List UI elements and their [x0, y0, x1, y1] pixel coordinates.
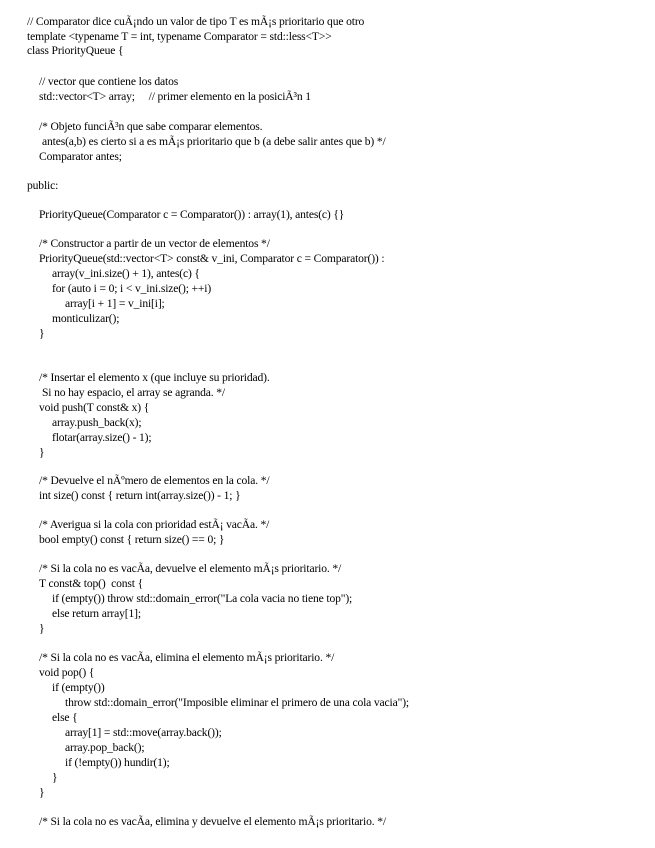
code-line-27: bool empty() const { return size() == 0; }	[39, 533, 225, 546]
code-line-36: throw std::domain_error("Imposible eliminar el primero de una cola vacia");	[65, 696, 409, 709]
code-line-37: else {	[52, 711, 78, 724]
code-line-41: }	[52, 771, 58, 784]
code-line-18: /* Insertar el elemento x (que incluye su prioridad).	[39, 371, 270, 384]
code-line-2: template <typename T = int, typename Comparator = std::less<T>>	[27, 30, 332, 43]
code-line-4: // vector que contiene los datos	[39, 75, 179, 88]
code-line-9: public:	[27, 179, 59, 192]
code-line-21: array.push_back(x);	[52, 416, 142, 429]
code-line-35: if (empty())	[52, 681, 105, 694]
code-line-23: }	[39, 446, 45, 459]
code-line-26: /* Averigua si la cola con prioridad estÃ¡ vacÃa. */	[39, 518, 270, 531]
code-line-15: array[i + 1] = v_ini[i];	[65, 297, 165, 310]
code-line-12: PriorityQueue(std::vector<T> const& v_ini, Comparator c = Comparator()) :	[39, 252, 385, 265]
code-line-22: flotar(array.size() - 1);	[52, 431, 152, 444]
code-line-40: if (!empty()) hundir(1);	[65, 756, 170, 769]
code-line-30: if (empty()) throw std::domain_error("La cola vacia no tiene top");	[52, 592, 353, 605]
code-line-33: /* Si la cola no es vacÃa, elimina el elemento mÃ¡s prioritario. */	[39, 651, 335, 664]
code-line-42: }	[39, 786, 45, 799]
code-line-20: void push(T const& x) {	[39, 401, 150, 414]
code-line-7: antes(a,b) es cierto si a es mÃ¡s prioritario que b (a debe salir antes que b) */	[42, 135, 386, 148]
code-line-17: }	[39, 327, 45, 340]
code-line-6: /* Objeto funciÃ³n que sabe comparar elementos.	[39, 120, 263, 133]
code-line-13: array(v_ini.size() + 1), antes(c) {	[52, 267, 200, 280]
code-line-5: std::vector<T> array; // primer elemento en la posiciÃ³n 1	[39, 90, 311, 103]
code-line-31: else return array[1];	[52, 607, 141, 620]
code-line-28: /* Si la cola no es vacÃa, devuelve el elemento mÃ¡s prioritario. */	[39, 562, 342, 575]
code-line-32: }	[39, 622, 45, 635]
code-line-1: // Comparator dice cuÃ¡ndo un valor de tipo T es mÃ¡s prioritario que otro	[27, 15, 365, 28]
code-line-39: array.pop_back();	[65, 741, 145, 754]
code-line-16: monticulizar();	[52, 312, 120, 325]
code-line-3: class PriorityQueue {	[27, 44, 124, 57]
code-line-24: /* Devuelve el nÃºmero de elementos en la cola. */	[39, 474, 270, 487]
code-line-19: Si no hay espacio, el array se agranda. */	[42, 386, 225, 399]
code-line-8: Comparator antes;	[39, 150, 122, 163]
code-line-25: int size() const { return int(array.size()) - 1; }	[39, 489, 241, 502]
code-line-10: PriorityQueue(Comparator c = Comparator()) : array(1), antes(c) {}	[39, 208, 345, 221]
code-line-29: T const& top() const {	[39, 577, 143, 590]
code-line-38: array[1] = std::move(array.back());	[65, 726, 222, 739]
code-line-11: /* Constructor a partir de un vector de elementos */	[39, 237, 270, 250]
code-line-43: /* Si la cola no es vacÃa, elimina y devuelve el elemento mÃ¡s prioritario. */	[39, 815, 386, 828]
code-line-14: for (auto i = 0; i < v_ini.size(); ++i)	[52, 282, 212, 295]
code-line-34: void pop() {	[39, 666, 95, 679]
